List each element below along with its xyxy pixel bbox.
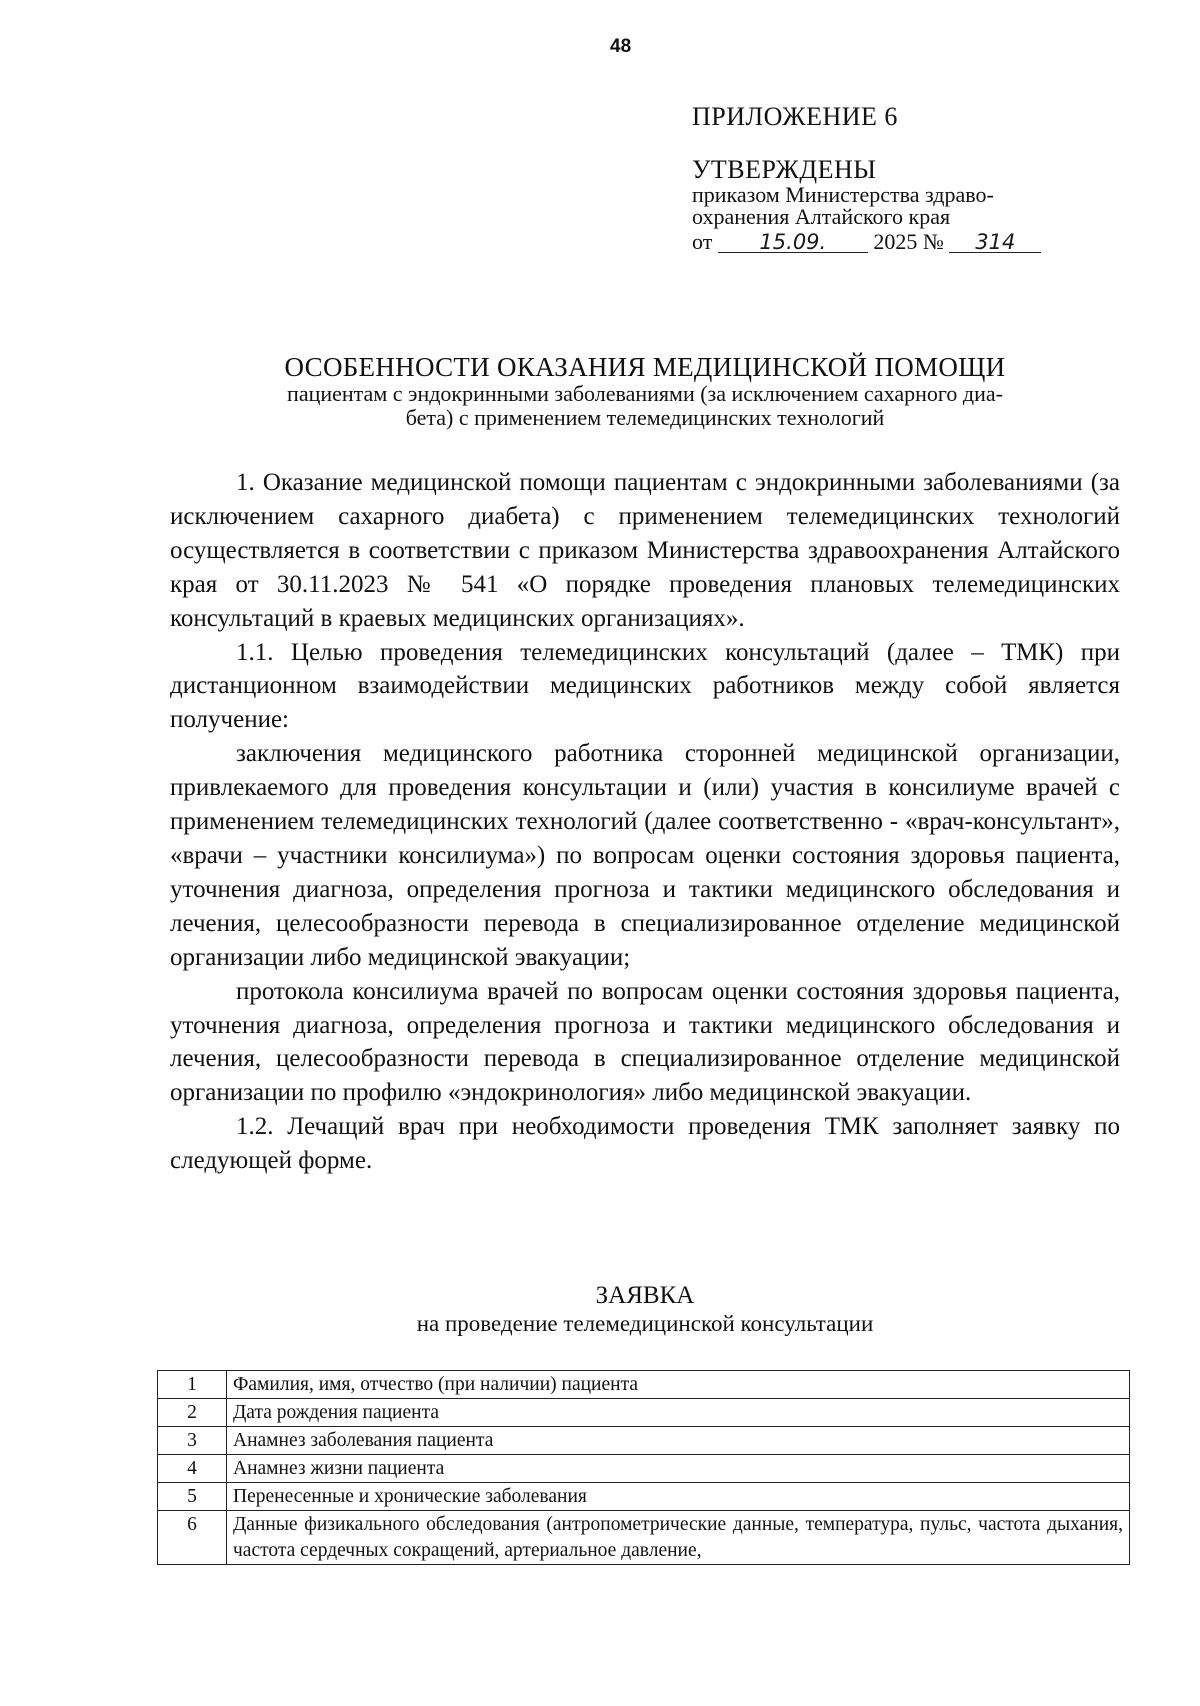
table-row — [158, 1483, 1130, 1511]
document-subtitle-line-2: бета) с применением телемедицинских технологий — [405, 405, 885, 430]
row-field: Перенесенные и хронические заболевания — [227, 1483, 1130, 1511]
approved-order-line-2: охранения Алтайского края — [692, 204, 951, 229]
form-title-block — [170, 1282, 1120, 1338]
date-prefix: от — [692, 229, 713, 254]
row-field: Дата рождения пациента — [227, 1399, 1130, 1427]
row-field: Фамилия, имя, отчество (при наличии) пациента — [227, 1371, 1130, 1399]
table-row — [158, 1511, 1130, 1565]
row-number: 5 — [158, 1483, 227, 1511]
appendix-title: ПРИЛОЖЕНИЕ 6 — [692, 102, 898, 131]
document-title-block — [170, 352, 1120, 430]
table-row — [158, 1371, 1130, 1399]
row-field: Анамнез заболевания пациента — [227, 1427, 1130, 1455]
paragraph-1-1-protocol: протокола консилиума врачей по вопросам оценки состояния здоровья пациента, уточнения диагноза, определения прогноза и тактики медицинского обследования и лечения, целесообразности перевода в специализированное отделение медицинской организации по профилю «эндокринология» либо медицинской эвакуации. — [170, 977, 1120, 1107]
row-number: 3 — [158, 1427, 227, 1455]
document-subtitle-line-1: пациентам с эндокринными заболеваниями (за исключением сахарного диа- — [287, 381, 1003, 406]
page-number: 48 — [610, 36, 632, 57]
paragraph-1-2: 1.2. Лечащий врач при необходимости проведения ТМК заполняет заявку по следующей форме. — [170, 1113, 1120, 1175]
row-field: Данные физикального обследования (антропометрические данные, температура, пульс, частота дыхания, частота сердечных сокращений, артериальное давление, — [227, 1511, 1130, 1565]
paragraph-1-1: 1.1. Целью проведения телемедицинских консультаций (далее – ТМК) при дистанционном взаимодействии медицинских работников между собой является получение: — [170, 638, 1120, 734]
approved-order-line-1: приказом Министерства здраво- — [692, 182, 994, 207]
handwritten-order-number: 314 — [975, 230, 1016, 254]
order-number-field — [949, 230, 1041, 253]
row-number: 1 — [158, 1371, 227, 1399]
table-row — [158, 1399, 1130, 1427]
approved-date-line — [692, 230, 1092, 254]
document-body — [170, 466, 1120, 1178]
approval-stamp-block — [692, 156, 1092, 254]
form-title: ЗАЯВКА — [595, 1282, 695, 1309]
table-row — [158, 1427, 1130, 1455]
table-row — [158, 1455, 1130, 1483]
row-number: 6 — [158, 1511, 227, 1565]
date-field — [718, 230, 868, 253]
form-subtitle: на проведение телемедицинской консультации — [416, 1311, 874, 1336]
handwritten-date: 15.09. — [759, 230, 827, 254]
order-year: 2025 № — [873, 229, 944, 254]
paragraph-1-1-conclusion: заключения медицинского работника сторонней медицинской организации, привлекаемого для проведения консультации и (или) участия в консилиуме врачей с применением телемедицинских технологий (далее соответственно - «врач-консультант», «врачи – участники консилиума») по вопросам оценки состояния здоровья пациента, уточнения диагноза, определения прогноза и тактики медицинского обследования и лечения, целесообразности перевода в специализированное отделение медицинской организации либо медицинской эвакуации; — [170, 740, 1120, 971]
approved-heading: УТВЕРЖДЕНЫ — [692, 155, 877, 184]
row-number: 4 — [158, 1455, 227, 1483]
paragraph-1: 1. Оказание медицинской помощи пациентам с эндокринными заболеваниями (за исключением сахарного диабета) с применением телемедицинских технологий осуществляется в соответствии с приказом Министерства здравоохранения Алтайского края от 30.11.2023 № 541 «О порядке проведения плановых телемедицинских консультаций в краевых медицинских организациях». — [170, 469, 1120, 632]
row-field: Анамнез жизни пациента — [227, 1455, 1130, 1483]
document-title: ОСОБЕННОСТИ ОКАЗАНИЯ МЕДИЦИНСКОЙ ПОМОЩИ — [284, 352, 1006, 382]
row-number: 2 — [158, 1399, 227, 1427]
request-form-table — [157, 1370, 1130, 1565]
